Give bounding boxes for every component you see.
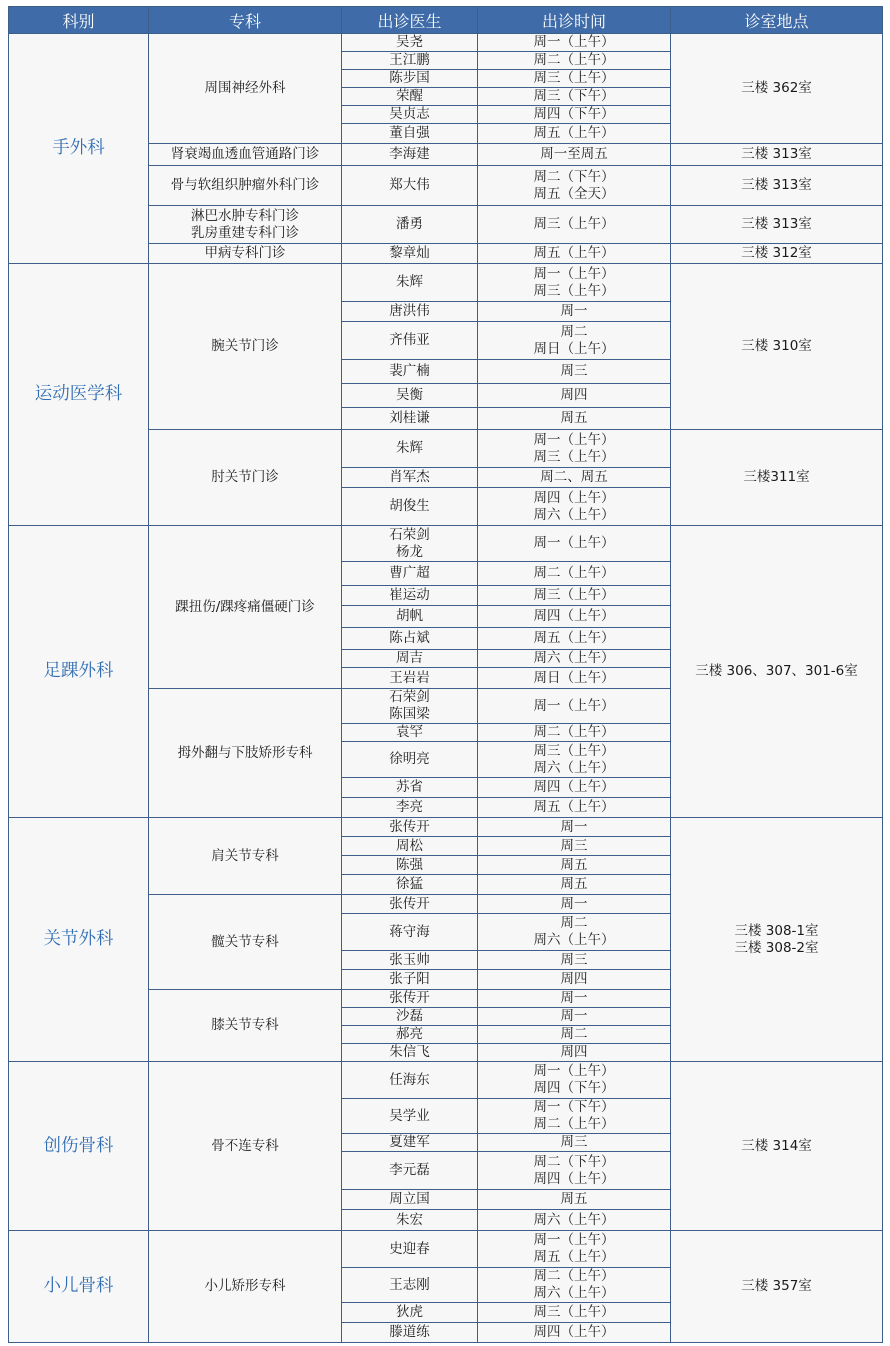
doctor-name: 董自强 — [389, 125, 430, 141]
specialty-name: 腕关节门诊 — [211, 338, 279, 354]
time-cell — [478, 430, 671, 468]
doctor-name: 蒋守海 — [389, 923, 430, 940]
doctor-cell — [342, 818, 478, 837]
doctor-cell — [342, 1062, 478, 1099]
doctor-name: 沙磊 — [396, 1008, 423, 1024]
specialty-name: 甲病专科门诊 — [204, 245, 286, 261]
time-cell — [478, 914, 671, 951]
clinic-time: 周五（上午） — [533, 125, 615, 141]
doctor-name: 徐明亮 — [389, 751, 430, 767]
table-row — [9, 526, 883, 562]
specialty-cell — [149, 526, 342, 689]
doctor-cell — [342, 244, 478, 264]
doctor-cell — [342, 1008, 478, 1026]
doctor-cell — [342, 106, 478, 124]
clinic-time: 周一 — [560, 1008, 588, 1024]
doctor-cell — [342, 34, 478, 52]
time-cell — [478, 468, 671, 488]
doctor-cell — [342, 384, 478, 408]
clinic-time: 周五 — [560, 856, 588, 873]
doctor-cell — [342, 724, 478, 742]
room-cell — [671, 264, 883, 430]
header-room: 诊室地点 — [671, 7, 883, 34]
doctor-name: 吴学业 — [389, 1107, 430, 1124]
doctor-cell — [342, 990, 478, 1008]
doctor-name: 滕道练 — [389, 1324, 430, 1340]
doctor-name: 朱信飞 — [389, 1044, 430, 1060]
time-cell — [478, 668, 671, 689]
room-cell — [671, 206, 883, 244]
doctor-name: 吴尧 — [396, 34, 423, 50]
time-cell — [478, 856, 671, 875]
doctor-name: 吴贞志 — [389, 106, 430, 122]
doctor-name: 李亮 — [396, 799, 423, 815]
doctor-cell — [342, 430, 478, 468]
time-cell — [478, 650, 671, 668]
doctor-name: 任海东 — [389, 1071, 430, 1088]
doctor-name: 石荣剑 — [389, 526, 430, 543]
clinic-time: 周二 — [560, 1026, 588, 1042]
clinic-time: 周三 — [560, 1134, 588, 1150]
clinic-time: 周四（上午） — [533, 1324, 615, 1340]
time-cell — [478, 88, 671, 106]
doctor-cell — [342, 468, 478, 488]
time-cell — [478, 742, 671, 778]
clinic-time: 周一 — [560, 818, 588, 835]
clinic-time: 周二（上午） — [533, 724, 615, 740]
doctor-name: 张传开 — [389, 990, 430, 1006]
doctor-name: 陈占斌 — [389, 630, 430, 646]
doctor-cell — [342, 52, 478, 70]
clinic-time: 周五 — [560, 1191, 588, 1207]
room-location: 三楼311室 — [743, 469, 810, 485]
clinic-time: 周六（上午） — [533, 1211, 615, 1228]
time-cell — [478, 384, 671, 408]
doctor-name: 郑大伟 — [389, 177, 430, 193]
specialty-cell — [149, 34, 342, 144]
doctor-name: 吴衡 — [396, 387, 423, 403]
time-cell — [478, 1303, 671, 1323]
doctor-cell — [342, 302, 478, 322]
doctor-cell — [342, 586, 478, 606]
doctor-cell — [342, 650, 478, 668]
header-time: 出诊时间 — [478, 7, 671, 34]
doctor-name: 石荣剑 — [389, 689, 430, 705]
table-row — [9, 34, 883, 52]
specialty-cell — [149, 689, 342, 818]
room-location: 三楼 313室 — [741, 177, 812, 193]
doctor-cell — [342, 951, 478, 970]
doctor-name: 夏建军 — [389, 1134, 430, 1150]
doctor-cell — [342, 488, 478, 526]
doctor-name: 朱宏 — [396, 1211, 423, 1228]
time-cell — [478, 689, 671, 724]
clinic-time: 周二（上午） — [533, 52, 615, 68]
doctor-cell — [342, 970, 478, 990]
doctor-name: 唐洪伟 — [389, 303, 430, 319]
room-location: 三楼 306、307、301-6室 — [695, 663, 858, 679]
clinic-time: 周四 — [560, 387, 588, 403]
time-cell — [478, 818, 671, 837]
doctor-cell — [342, 1210, 478, 1231]
department-cell: 足踝外科 — [9, 526, 149, 818]
time-cell — [478, 895, 671, 914]
department-cell: 运动医学科 — [9, 264, 149, 526]
room-cell — [671, 526, 883, 818]
clinic-time: 周日（上午） — [533, 669, 615, 686]
room-cell — [671, 1231, 883, 1343]
clinic-time: 周一 — [560, 895, 588, 912]
clinic-time: 周一（上午） — [533, 431, 615, 448]
clinic-time: 周五（上午） — [533, 245, 615, 261]
doctor-name: 郝亮 — [396, 1026, 423, 1042]
specialty-name: 周围神经外科 — [204, 80, 286, 96]
doctor-name: 陈国梁 — [389, 706, 430, 722]
specialty-name: 踝扭伤/踝疼痛僵硬门诊 — [175, 598, 315, 615]
doctor-name: 崔运动 — [389, 587, 430, 603]
doctor-cell — [342, 1099, 478, 1134]
doctor-name: 张玉帅 — [389, 951, 430, 968]
clinic-time: 周二（上午） — [533, 565, 615, 581]
clinic-time: 周五 — [560, 876, 588, 892]
doctor-name: 徐猛 — [396, 876, 423, 892]
time-cell — [478, 1062, 671, 1099]
doctor-cell — [342, 166, 478, 206]
doctor-name: 史迎春 — [389, 1240, 430, 1257]
clinic-time: 周二、周五 — [540, 469, 608, 485]
room-cell — [671, 818, 883, 1062]
time-cell — [478, 798, 671, 818]
doctor-cell — [342, 408, 478, 430]
clinic-time: 周六（上午） — [533, 506, 615, 523]
specialty-name: 淋巴水肿专科门诊 — [191, 207, 299, 224]
specialty-cell — [149, 430, 342, 526]
specialty-cell — [149, 166, 342, 206]
specialty-name: 膝关节专科 — [211, 1017, 279, 1033]
clinic-time: 周三（上午） — [533, 70, 615, 86]
doctor-name: 王江鹏 — [389, 52, 430, 68]
doctor-name: 李元磊 — [389, 1162, 430, 1178]
clinic-time: 周三（下午） — [533, 88, 615, 104]
doctor-name: 黎章灿 — [389, 245, 430, 261]
doctor-cell — [342, 689, 478, 724]
room-location: 三楼 313室 — [741, 216, 812, 232]
doctor-cell — [342, 837, 478, 856]
doctor-name: 周立国 — [389, 1191, 430, 1207]
clinic-time: 周三 — [560, 837, 588, 854]
time-cell — [478, 1152, 671, 1190]
schedule-body — [9, 34, 883, 1343]
doctor-name: 荣醒 — [396, 88, 423, 104]
doctor-cell — [342, 124, 478, 144]
clinic-time: 周三（上午） — [533, 742, 615, 759]
time-cell — [478, 1268, 671, 1303]
clinic-schedule-table — [8, 6, 883, 1343]
time-cell — [478, 488, 671, 526]
room-location: 三楼 308-2室 — [734, 939, 819, 956]
clinic-time: 周三 — [560, 951, 588, 968]
doctor-name: 裴广楠 — [389, 363, 430, 379]
clinic-time: 周日（上午） — [533, 340, 615, 357]
doctor-cell — [342, 778, 478, 798]
clinic-time: 周三（上午） — [533, 282, 615, 299]
clinic-time: 周二（上午） — [533, 1116, 615, 1132]
specialty-cell — [149, 895, 342, 990]
time-cell — [478, 302, 671, 322]
room-cell — [671, 144, 883, 166]
time-cell — [478, 837, 671, 856]
clinic-time: 周二（下午） — [533, 168, 615, 185]
clinic-time: 周五（上午） — [533, 1249, 615, 1265]
time-cell — [478, 1026, 671, 1044]
clinic-time: 周三 — [560, 363, 588, 379]
clinic-time: 周三（上午） — [533, 216, 615, 232]
doctor-cell — [342, 1152, 478, 1190]
doctor-name: 张传开 — [389, 895, 430, 912]
time-cell — [478, 970, 671, 990]
specialty-cell — [149, 244, 342, 264]
table-row — [9, 264, 883, 302]
doctor-cell — [342, 1303, 478, 1323]
time-cell — [478, 628, 671, 650]
doctor-cell — [342, 1268, 478, 1303]
time-cell — [478, 144, 671, 166]
doctor-cell — [342, 264, 478, 302]
time-cell — [478, 70, 671, 88]
time-cell — [478, 875, 671, 895]
time-cell — [478, 951, 671, 970]
clinic-time: 周六（上午） — [533, 650, 615, 666]
time-cell — [478, 1134, 671, 1152]
room-location: 三楼 357室 — [741, 1278, 812, 1294]
specialty-cell — [149, 1231, 342, 1343]
time-cell — [478, 106, 671, 124]
header-department: 科别 — [9, 7, 149, 34]
doctor-cell — [342, 144, 478, 166]
doctor-name: 朱辉 — [396, 274, 423, 290]
room-location: 三楼 310室 — [741, 338, 812, 354]
clinic-time: 周二（下午） — [533, 1153, 615, 1170]
time-cell — [478, 52, 671, 70]
clinic-time: 周一至周五 — [540, 146, 608, 162]
header-specialty: 专科 — [149, 7, 342, 34]
doctor-cell — [342, 526, 478, 562]
time-cell — [478, 322, 671, 360]
clinic-time: 周一（上午） — [533, 1232, 615, 1248]
doctor-name: 王岩岩 — [389, 669, 430, 686]
doctor-cell — [342, 895, 478, 914]
time-cell — [478, 34, 671, 52]
specialty-name: 肘关节门诊 — [211, 469, 279, 485]
room-cell — [671, 166, 883, 206]
specialty-name: 肾衰竭血透血管通路门诊 — [170, 146, 320, 162]
clinic-time: 周一（上午） — [533, 34, 615, 50]
time-cell — [478, 408, 671, 430]
clinic-time: 周一（上午） — [533, 535, 615, 551]
doctor-name: 胡俊生 — [389, 498, 430, 514]
time-cell — [478, 264, 671, 302]
doctor-name: 张传开 — [389, 818, 430, 835]
time-cell — [478, 724, 671, 742]
clinic-time: 周四（上午） — [533, 1170, 615, 1187]
clinic-time: 周四（下午） — [533, 106, 615, 122]
time-cell — [478, 1008, 671, 1026]
clinic-time: 周三（上午） — [533, 448, 615, 465]
room-location: 三楼 314室 — [741, 1137, 812, 1154]
clinic-time: 周四（下午） — [533, 1080, 615, 1096]
time-cell — [478, 244, 671, 264]
clinic-time: 周六（上午） — [533, 1285, 615, 1301]
time-cell — [478, 1099, 671, 1134]
clinic-time: 周二 — [560, 323, 588, 340]
doctor-cell — [342, 1044, 478, 1062]
clinic-time: 周四（上午） — [533, 489, 615, 506]
clinic-time: 周五（上午） — [533, 630, 615, 646]
doctor-name: 陈强 — [396, 856, 423, 873]
clinic-time: 周六（上午） — [533, 759, 615, 776]
doctor-cell — [342, 798, 478, 818]
doctor-cell — [342, 1231, 478, 1268]
doctor-cell — [342, 88, 478, 106]
doctor-name: 狄虎 — [396, 1304, 423, 1320]
doctor-name: 张子阳 — [389, 971, 430, 987]
time-cell — [478, 1210, 671, 1231]
specialty-name: 髋关节专科 — [211, 933, 279, 950]
doctor-cell — [342, 606, 478, 628]
room-cell — [671, 1062, 883, 1231]
time-cell — [478, 1323, 671, 1343]
clinic-time: 周一（下午） — [533, 1099, 615, 1115]
table-row — [9, 818, 883, 837]
time-cell — [478, 1190, 671, 1210]
doctor-name: 刘桂谦 — [389, 410, 430, 426]
doctor-name: 齐伟亚 — [389, 332, 430, 348]
specialty-name: 小儿矫形专科 — [204, 1278, 286, 1294]
doctor-cell — [342, 1190, 478, 1210]
clinic-time: 周四 — [560, 971, 588, 987]
clinic-time: 周二 — [560, 915, 588, 931]
doctor-cell — [342, 1323, 478, 1343]
doctor-cell — [342, 360, 478, 384]
table-row — [9, 1062, 883, 1099]
time-cell — [478, 526, 671, 562]
clinic-time: 周一（上午） — [533, 697, 615, 714]
clinic-time: 周一 — [560, 990, 588, 1006]
specialty-name: 乳房重建专科门诊 — [191, 224, 299, 241]
header-doctor: 出诊医生 — [342, 7, 478, 34]
clinic-time: 周一（上午） — [533, 265, 615, 282]
clinic-time: 周三（上午） — [533, 1304, 615, 1320]
clinic-time: 周二（上午） — [533, 1268, 615, 1284]
header-row — [9, 7, 883, 34]
room-location: 三楼 313室 — [741, 146, 812, 162]
department-cell: 创伤骨科 — [9, 1062, 149, 1231]
doctor-cell — [342, 668, 478, 689]
time-cell — [478, 778, 671, 798]
doctor-name: 周吉 — [396, 650, 423, 666]
doctor-cell — [342, 914, 478, 951]
department-cell: 手外科 — [9, 34, 149, 264]
specialty-cell — [149, 818, 342, 895]
department-cell: 关节外科 — [9, 818, 149, 1062]
time-cell — [478, 1044, 671, 1062]
time-cell — [478, 586, 671, 606]
clinic-time: 周三（上午） — [533, 587, 615, 603]
clinic-time: 周五（上午） — [533, 799, 615, 815]
time-cell — [478, 562, 671, 586]
room-location: 三楼 312室 — [741, 245, 812, 261]
time-cell — [478, 606, 671, 628]
doctor-cell — [342, 856, 478, 875]
doctor-name: 朱辉 — [396, 440, 423, 456]
doctor-name: 袁罕 — [396, 724, 423, 740]
specialty-cell — [149, 144, 342, 166]
clinic-time: 周四 — [560, 1044, 588, 1060]
doctor-name: 杨龙 — [396, 543, 423, 560]
room-location: 三楼 308-1室 — [734, 922, 819, 939]
time-cell — [478, 360, 671, 384]
doctor-cell — [342, 1134, 478, 1152]
room-location: 三楼 362室 — [741, 80, 812, 96]
table-row — [9, 1231, 883, 1268]
doctor-cell — [342, 628, 478, 650]
clinic-time: 周四（上午） — [533, 608, 615, 624]
doctor-cell — [342, 206, 478, 244]
clinic-time: 周五（全天） — [533, 185, 615, 202]
room-cell — [671, 430, 883, 526]
doctor-cell — [342, 562, 478, 586]
doctor-name: 曹广超 — [389, 565, 430, 581]
time-cell — [478, 990, 671, 1008]
doctor-cell — [342, 70, 478, 88]
clinic-time: 周一 — [560, 303, 588, 319]
doctor-cell — [342, 1026, 478, 1044]
doctor-name: 肖军杰 — [389, 469, 430, 485]
clinic-time: 周六（上午） — [533, 932, 615, 948]
room-cell — [671, 244, 883, 264]
specialty-cell — [149, 264, 342, 430]
doctor-cell — [342, 322, 478, 360]
doctor-name: 潘勇 — [396, 216, 423, 232]
doctor-cell — [342, 875, 478, 895]
doctor-name: 李海建 — [389, 146, 430, 162]
doctor-cell — [342, 742, 478, 778]
department-cell: 小儿骨科 — [9, 1231, 149, 1343]
clinic-time: 周四（上午） — [533, 779, 615, 795]
time-cell — [478, 124, 671, 144]
time-cell — [478, 1231, 671, 1268]
specialty-name: 肩关节专科 — [211, 847, 279, 864]
specialty-name: 骨与软组织肿瘤外科门诊 — [170, 177, 320, 193]
specialty-name: 骨不连专科 — [211, 1137, 279, 1154]
specialty-name: 拇外翻与下肢矫形专科 — [177, 744, 313, 761]
time-cell — [478, 166, 671, 206]
clinic-time: 周一（上午） — [533, 1063, 615, 1079]
clinic-time: 周五 — [560, 410, 588, 426]
specialty-cell — [149, 990, 342, 1062]
doctor-name: 胡帆 — [396, 608, 423, 624]
specialty-cell — [149, 1062, 342, 1231]
time-cell — [478, 206, 671, 244]
doctor-name: 王志刚 — [389, 1276, 430, 1293]
room-cell — [671, 34, 883, 144]
specialty-cell — [149, 206, 342, 244]
doctor-name: 苏省 — [396, 779, 423, 795]
doctor-name: 周松 — [396, 837, 423, 854]
doctor-name: 陈步国 — [389, 70, 430, 86]
